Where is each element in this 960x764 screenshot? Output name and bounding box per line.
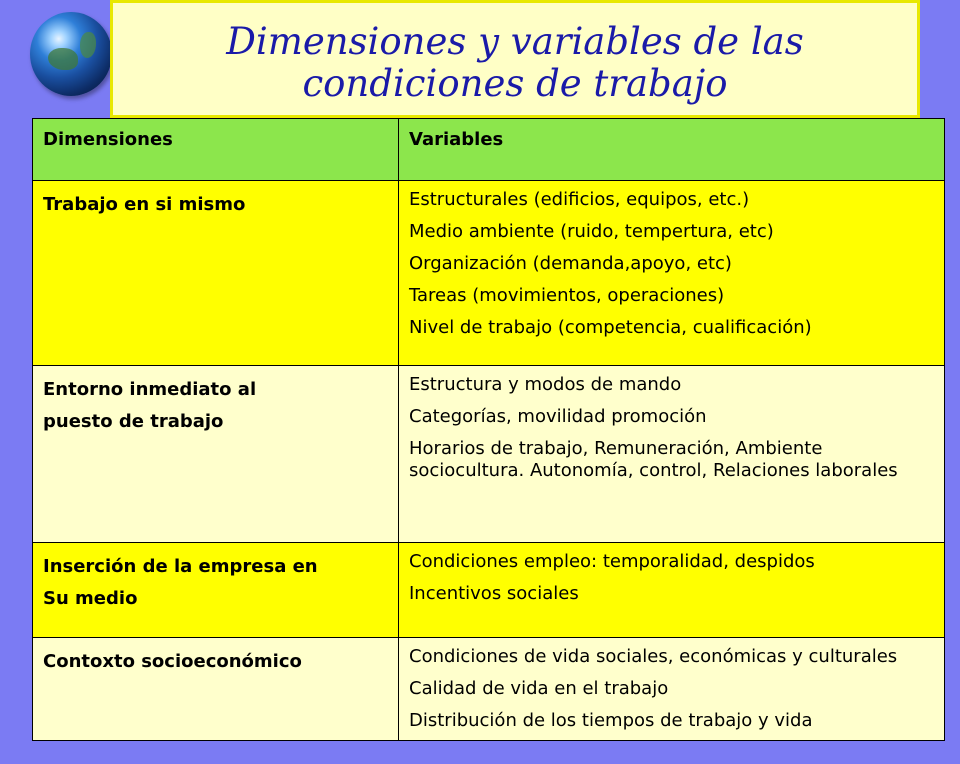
variable-item: Estructurales (edificios, equipos, etc.)	[409, 189, 750, 210]
table-row	[33, 638, 945, 741]
table-row	[33, 181, 945, 366]
dimension-cell	[33, 543, 399, 638]
variable-item: Distribución de los tiempos de trabajo y vida	[409, 710, 813, 731]
variable-item: Medio ambiente (ruido, tempertura, etc)	[409, 221, 774, 242]
slide-title: Dimensiones y variables de las condiciones de trabajo	[226, 20, 804, 105]
variable-item: Organización (demanda,apoyo, etc)	[409, 253, 732, 274]
variables-cell	[399, 543, 945, 638]
variable-item: Nivel de trabajo (competencia, cualificación)	[409, 317, 812, 338]
dimension-cell	[33, 366, 399, 543]
globe-icon	[30, 12, 112, 96]
variable-item: Condiciones empleo: temporalidad, despidos	[409, 551, 815, 572]
dimension-label: Entorno inmediato al	[43, 379, 257, 400]
variable-item: Condiciones de vida sociales, económicas y culturales	[409, 646, 898, 667]
variable-item: Categorías, movilidad promoción	[409, 406, 707, 427]
table-row	[33, 543, 945, 638]
table-row	[33, 366, 945, 543]
variable-item: Tareas (movimientos, operaciones)	[409, 285, 725, 306]
title-box	[110, 0, 920, 118]
variables-cell	[399, 638, 945, 741]
header-variables: Variables	[399, 119, 945, 181]
dimension-label: Su medio	[43, 588, 138, 609]
variable-item: Estructura y modos de mando	[409, 374, 682, 395]
dimension-label: Trabajo en si mismo	[43, 194, 246, 215]
dimension-label: puesto de trabajo	[43, 411, 224, 432]
variables-cell	[399, 366, 945, 543]
variable-item: Incentivos sociales	[409, 583, 579, 604]
dimension-label: Contoxto socioeconómico	[43, 651, 302, 672]
dimension-cell	[33, 181, 399, 366]
dimension-label: Inserción de la empresa en	[43, 556, 318, 577]
conditions-table	[32, 118, 945, 741]
dimension-cell	[33, 638, 399, 741]
variables-cell	[399, 181, 945, 366]
header-dimensiones: Dimensiones	[33, 119, 399, 181]
variable-item: Horarios de trabajo, Remuneración, Ambiente sociocultura. Autonomía, control, Relaciones laborales	[409, 438, 898, 481]
table-header-row	[33, 119, 945, 181]
variable-item: Calidad de vida en el trabajo	[409, 678, 669, 699]
